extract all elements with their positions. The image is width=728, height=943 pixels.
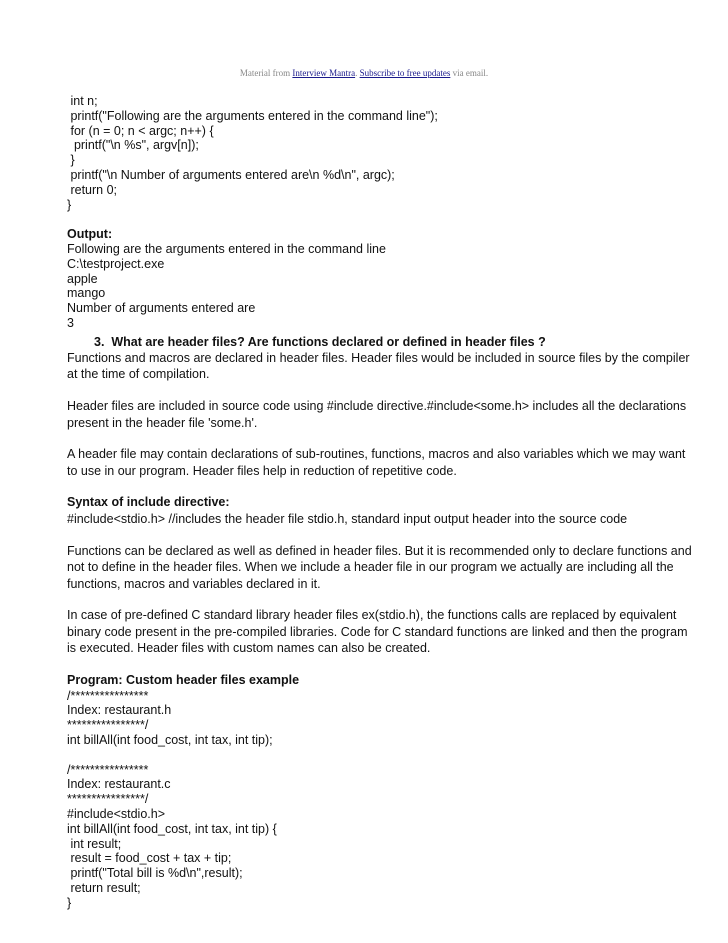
code-line: } <box>67 153 75 168</box>
syntax-line: #include<stdio.h> //includes the header file stdio.h, standard input output header into the source code <box>67 511 628 526</box>
code-line: printf("\n Number of arguments entered are\n %d\n", argc); <box>67 167 395 182</box>
output-line: C:\testproject.exe <box>67 256 165 271</box>
program-section <box>67 672 692 911</box>
code-line: ****************/ <box>67 792 149 807</box>
code-line: int result; <box>67 836 122 851</box>
output-line: mango <box>67 286 106 301</box>
header-suffix: via email. <box>450 68 489 78</box>
paragraph: A header file may contain declarations of sub-routines, functions, macros and also variables which we may want to use in our program. Header files help in reduction of repetitive code. <box>67 447 686 478</box>
code-line: return result; <box>67 881 141 896</box>
output-line: apple <box>67 271 98 286</box>
code-line: ****************/ <box>67 718 149 733</box>
code-line: Index: restaurant.c <box>67 777 171 792</box>
syntax-heading: Syntax of include directive: <box>67 495 230 510</box>
subscribe-link[interactable]: Subscribe to free updates <box>359 68 451 78</box>
code-line: #include<stdio.h> <box>67 807 165 822</box>
page-header <box>0 68 728 78</box>
code-line: Index: restaurant.h <box>67 703 172 718</box>
code-line: /**************** <box>67 688 149 703</box>
code-line: int n; <box>67 94 98 108</box>
output-line: Following are the arguments entered in the command line <box>67 241 386 256</box>
question-heading: 3. What are header files? Are functions declared or defined in header files ? <box>94 334 546 349</box>
output-line: Number of arguments entered are <box>67 301 256 316</box>
code-line: int billAll(int food_cost, int tax, int tip); <box>67 733 273 748</box>
paragraph: Functions and macros are declared in header files. Header files would be included in source files by the compiler at the time of compilation. <box>67 350 690 382</box>
output-line: 3 <box>67 315 74 330</box>
output-section <box>67 227 692 331</box>
header-prefix: Material from <box>239 68 293 78</box>
code-line: } <box>67 895 72 910</box>
code-line: } <box>67 197 72 212</box>
code-line: /**************** <box>67 762 149 777</box>
header-separator: . <box>355 68 360 78</box>
paragraph: Functions can be declared as well as defined in header files. But it is recommended only to declare functions and not to define in the header files. When we include a header file in our program we actually are including all the functions, macros and variables declared in it. <box>67 543 692 591</box>
paragraph: Header files are included in source code using #include directive.#include<some.h> includes all the declarations present in the header file 'some.h'. <box>67 398 687 430</box>
program-heading: Program: Custom header files example <box>67 673 300 688</box>
code-line: printf("Following are the arguments entered in the command line"); <box>67 108 438 123</box>
code-line: for (n = 0; n < argc; n++) { <box>67 123 214 138</box>
output-heading: Output: <box>67 227 113 242</box>
code-block-main <box>67 94 692 212</box>
document-body <box>67 94 692 911</box>
code-line: result = food_cost + tax + tip; <box>67 851 232 866</box>
code-line: int billAll(int food_cost, int tax, int tip) { <box>67 821 277 836</box>
interview-mantra-link[interactable]: Interview Mantra <box>292 68 356 78</box>
code-line: printf("\n %s", argv[n]); <box>67 138 199 153</box>
paragraph: In case of pre-defined C standard library header files ex(stdio.h), the functions calls are replaced by equivalent binary code present in the pre-compiled libraries. Code for C standard functions are linked and then the program is executed. Header files with custom names can also be created. <box>67 608 688 656</box>
code-line: printf("Total bill is %d\n",result); <box>67 866 243 881</box>
code-line: return 0; <box>67 182 118 197</box>
